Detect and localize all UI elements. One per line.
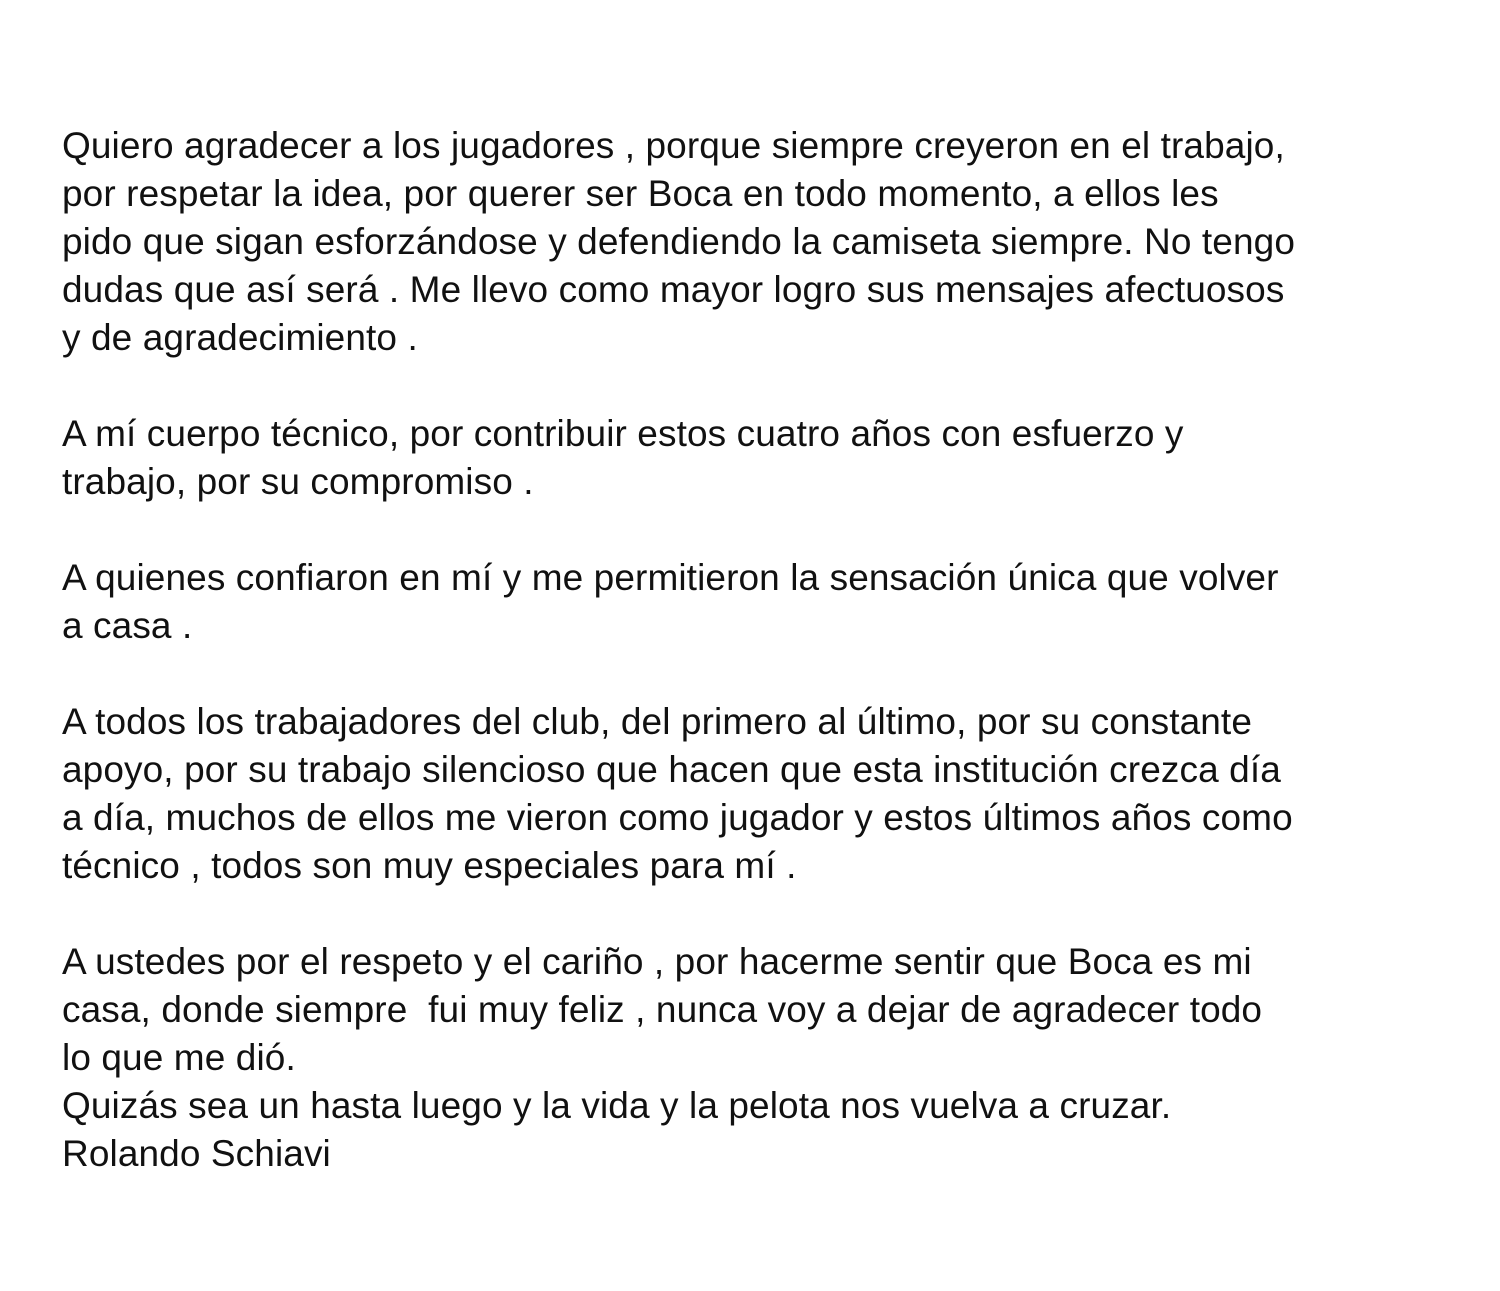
paragraph-spacer bbox=[62, 506, 1462, 554]
text-line: lo que me dió. bbox=[62, 1037, 296, 1078]
signature: Rolando Schiavi bbox=[62, 1133, 331, 1174]
text-line: A ustedes por el respeto y el cariño , por hacerme sentir que Boca es mi bbox=[62, 941, 1252, 982]
paragraph-players bbox=[62, 122, 1462, 362]
text-line: a casa . bbox=[62, 605, 193, 646]
text-line: técnico , todos son muy especiales para mí . bbox=[62, 845, 797, 886]
text-line: dudas que así será . Me llevo como mayor logro sus mensajes afectuosos bbox=[62, 269, 1285, 310]
paragraph-fans-and-signature bbox=[62, 938, 1462, 1178]
text-line: casa, donde siempre fui muy feliz , nunca voy a dejar de agradecer todo bbox=[62, 989, 1263, 1030]
text-line: trabajo, por su compromiso . bbox=[62, 461, 534, 502]
text-line: por respetar la idea, por querer ser Boca en todo momento, a ellos les bbox=[62, 173, 1219, 214]
paragraph-club-workers bbox=[62, 698, 1462, 890]
farewell-letter bbox=[62, 122, 1462, 1178]
text-line: apoyo, por su trabajo silencioso que hacen que esta institución crezca día bbox=[62, 749, 1281, 790]
paragraph-spacer bbox=[62, 362, 1462, 410]
text-line: pido que sigan esforzándose y defendiendo la camiseta siempre. No tengo bbox=[62, 221, 1295, 262]
text-line: Quizás sea un hasta luego y la vida y la pelota nos vuelva a cruzar. bbox=[62, 1085, 1172, 1126]
text-line: y de agradecimiento . bbox=[62, 317, 418, 358]
paragraph-coaching-staff bbox=[62, 410, 1462, 506]
text-line: A todos los trabajadores del club, del primero al último, por su constante bbox=[62, 701, 1252, 742]
text-line: a día, muchos de ellos me vieron como jugador y estos últimos años como bbox=[62, 797, 1293, 838]
paragraph-trust bbox=[62, 554, 1462, 650]
text-line: A mí cuerpo técnico, por contribuir estos cuatro años con esfuerzo y bbox=[62, 413, 1184, 454]
text-line: A quienes confiaron en mí y me permitieron la sensación única que volver bbox=[62, 557, 1279, 598]
paragraph-spacer bbox=[62, 890, 1462, 938]
paragraph-spacer bbox=[62, 650, 1462, 698]
text-line: Quiero agradecer a los jugadores , porque siempre creyeron en el trabajo, bbox=[62, 125, 1285, 166]
